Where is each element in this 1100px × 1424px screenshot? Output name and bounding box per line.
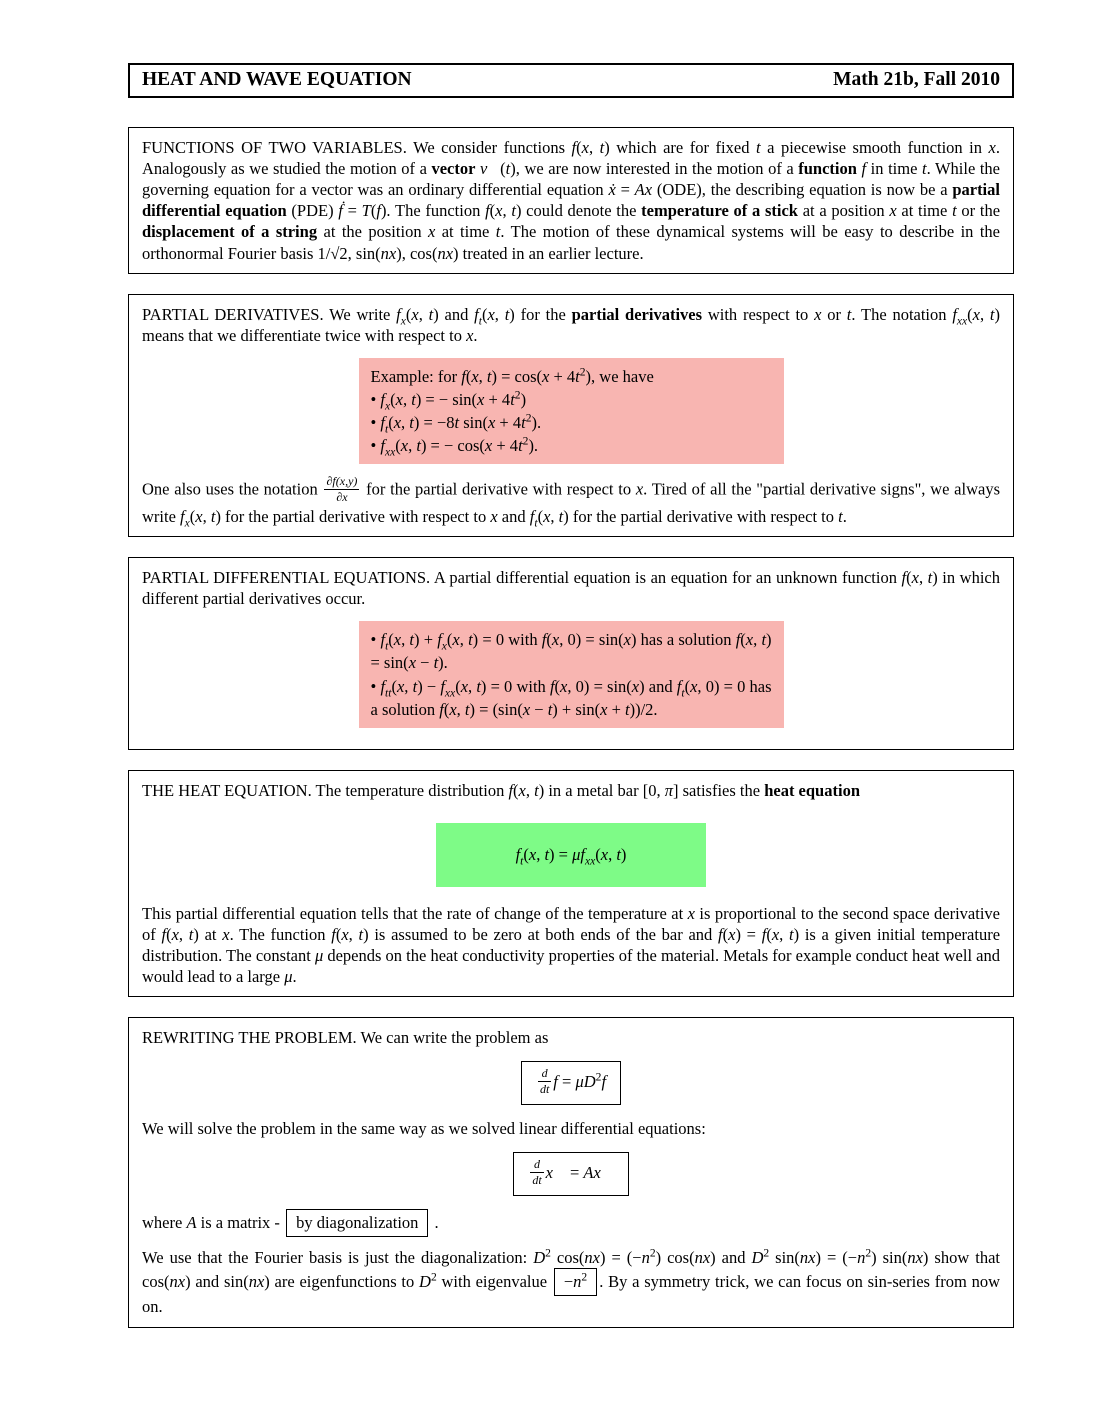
bullet-item: • $f_t(x$, $t) + f_x(x$, t) = 0 with f(x, 0) = sin(x) has a solution f(x, t) = sin(x − t). (370, 630, 772, 673)
heat-equation-highlight (436, 823, 706, 887)
rewriting-middle: We will solve the problem in the same way as we solved linear differential equations: (142, 1119, 706, 1139)
partial-derivatives-outro: One also uses the notation $\frac{\partial f(x,y)}{\partial x}$ for the partial derivative with respect to x. Tired of all the "partial derivative signs", we always write $f_x(x$, t) for the partial derivative with respect to x and $f_t(x$, t) for the partial derivative with respect to t. (142, 474, 1000, 530)
example-title-line: Example: for f(x, $t) = \cos(x + 4t^2)$, we have (370, 366, 654, 386)
section-partial-differential-equations (128, 557, 1014, 750)
header-bar (128, 63, 1014, 98)
document-title: HEAT AND WAVE EQUATION (142, 69, 412, 90)
bullet-item: • $f_{tt}(x$, $t) - f_{xx}(x$, t) = 0 with f(x, 0) = sin(x) and $f_t(x$, 0) = 0 has a solution f(x, t) = (sin(x − t) + sin(x + t))/2. (370, 676, 772, 719)
bullet-item: • $f_{xx}(x$, t) = − $\cos(x + 4t^2)$. (370, 435, 539, 459)
section-rewriting-the-problem (128, 1017, 1014, 1327)
bullet-item: • $f_t(x$, t) = −8t $\sin(x + 4t^2)$. (370, 412, 542, 436)
heat-equation-body: This partial differential equation tells that the rate of change of the temperature at x is proportional to the second space derivative of f(x, t) at x. The function f(x, t) is assumed to be zero at both ends of the bar and f(x) = f(x, t) is a given initial temperature distribution. The constant μ depends on the heat conductivity properties of the material. Metals for example conduct heat well and would lead to a large μ. (142, 903, 1001, 987)
heat-equation-formula: $f_t(x$, $t) = \mu f_{xx}(x$, t) (515, 844, 627, 868)
heat-equation-intro: THE HEAT EQUATION. The temperature distribution f(x, t) in a metal bar [0, π] satisfies the heat equation (142, 780, 860, 800)
course-label: Math 21b, Fall 2010 (833, 69, 1000, 90)
equation-ddt-x: $\frac{d}{dt}$ x⃗ = Ax⃗ (532, 1157, 614, 1187)
equation-box-ddt-f (521, 1061, 621, 1105)
section-heat-equation (128, 770, 1014, 998)
section-partial-derivatives (128, 294, 1014, 537)
fourier-basis-paragraph: We use that the Fourier basis is just the diagonalization: $D^2$ $\cos(nx) = (-n^2)$ cos(nx) and $D^2$ $\sin(nx) = (-n^2)$ sin(nx) show that cos(nx) and sin(nx) are eigenfunctions to $D^2$ with eigenvalue $-n^2$ . By a symmetry trick, we can focus on sin-series from now on. (142, 1247, 1001, 1317)
equation-box-ddt-x (513, 1152, 628, 1196)
matrix-diagonalization-line: where A is a matrix - by diagonalization . (142, 1209, 1000, 1237)
bullet-item: • $f_x(x$, t) = − $\sin(x + 4t^2)$ (370, 389, 527, 413)
equation-ddt-f: $\frac{d}{dt}$ $f = \mu D^2f$ (539, 1066, 607, 1096)
rewriting-intro: REWRITING THE PROBLEM. We can write the problem as (142, 1028, 549, 1048)
example-box-derivatives (359, 358, 784, 464)
functions-paragraph: FUNCTIONS OF TWO VARIABLES. We consider functions f(x, t) which are for fixed t a piecewise smooth function in x. Analogously as we studied the motion of a vector v⃗(t), we are now interested in the motion of a function f in time t. While the governing equation for a vector was an ordinary differential equation ẋ = Ax (ODE), the describing equation is now be a partial differential equation (PDE) ḟ = T(f). The function f(x, t) could denote the temperature of a stick at a position x at time t or the displacement of a string at the position x at time t. The motion of these dynamical systems will be easy to describe in the orthonormal Fourier basis 1/√2, sin(nx), cos(nx) treated in an earlier lecture. (142, 138, 1001, 263)
partial-derivatives-intro: PARTIAL DERIVATIVES. We write $f_x(x$, t) and $f_t(x$, t) for the partial derivatives with respect to x or t. The notation $f_{xx}(x$, t) means that we differentiate twice with respect to x. (142, 304, 1001, 345)
pde-intro: PARTIAL DIFFERENTIAL EQUATIONS. A partial differential equation is an equation for an unknown function f(x, t) in which different partial derivatives occur. (142, 568, 1001, 609)
section-functions-of-two-variables (128, 127, 1014, 274)
example-box-pde (359, 621, 784, 727)
